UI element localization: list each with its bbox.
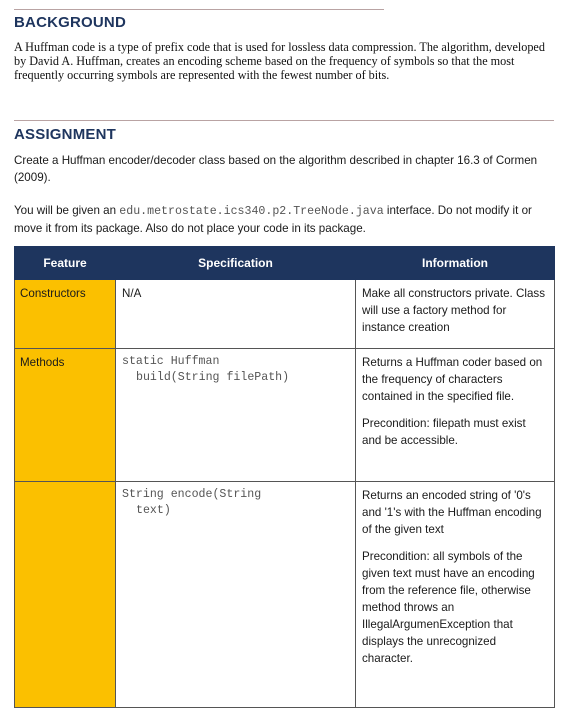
header-information: Information xyxy=(356,247,555,280)
background-paragraph: A Huffman code is a type of prefix code that is used for lossless data compression. The algorithm, developed by David A. Huffman, creates an encoding scheme based on the frequency of symbols so that the most frequently occurring symbols are represented with the fewest number of bits. xyxy=(14,40,545,82)
table-row xyxy=(15,482,555,708)
background-heading: BACKGROUND xyxy=(14,14,126,31)
header-feature: Feature xyxy=(15,247,116,280)
assignment-paragraph-2 xyxy=(14,202,562,237)
information-text: Returns a Huffman coder based on the frequency of characters contained in the specified file. xyxy=(362,356,543,403)
table-header-row xyxy=(15,247,555,280)
information-text: Make all constructors private. Class will use a factory method for instance creation xyxy=(362,287,545,334)
precondition-text: Precondition: filepath must exist and be accessible. xyxy=(362,417,526,447)
feature-cell: Methods xyxy=(15,349,116,482)
section-rule xyxy=(14,120,554,121)
information-cell xyxy=(356,280,555,349)
feature-cell xyxy=(15,482,116,708)
spec-code-line-2: build(String filePath) xyxy=(136,371,290,384)
treenode-interface-code: edu.metrostate.ics340.p2.TreeNode.java xyxy=(119,205,384,218)
specification-table xyxy=(14,246,555,708)
information-text: Returns an encoded string of '0's and '1's with the Huffman encoding of the given text xyxy=(362,489,542,536)
header-specification: Specification xyxy=(116,247,356,280)
information-cell xyxy=(356,349,555,482)
spec-text: N/A xyxy=(122,287,142,300)
specification-cell xyxy=(116,349,356,482)
assignment-heading: ASSIGNMENT xyxy=(14,126,117,143)
assignment-paragraph-2-start: You will be given an xyxy=(14,204,120,217)
information-cell xyxy=(356,482,555,708)
top-rule xyxy=(14,9,384,10)
spec-code-line-1: static Huffman xyxy=(122,355,220,368)
assignment-paragraph-2-end: interface. Do not modify it or move it from its package. Also do not place your code in its package. xyxy=(14,204,532,235)
table-row xyxy=(15,349,555,482)
specification-cell xyxy=(116,280,356,349)
spec-code-line-2: text) xyxy=(136,504,171,517)
precondition-text: Precondition: all symbols of the given text must have an encoding from the reference file, otherwise method throws an IllegalArgumenException that displays the unrecognized character. xyxy=(362,550,535,665)
table-row xyxy=(15,280,555,349)
spec-code-line-1: String encode(String xyxy=(122,488,262,501)
assignment-paragraph-1: Create a Huffman encoder/decoder class based on the algorithm described in chapter 16.3 of Cormen (2009). xyxy=(14,154,538,184)
specification-cell xyxy=(116,482,356,708)
feature-cell: Constructors xyxy=(15,280,116,349)
